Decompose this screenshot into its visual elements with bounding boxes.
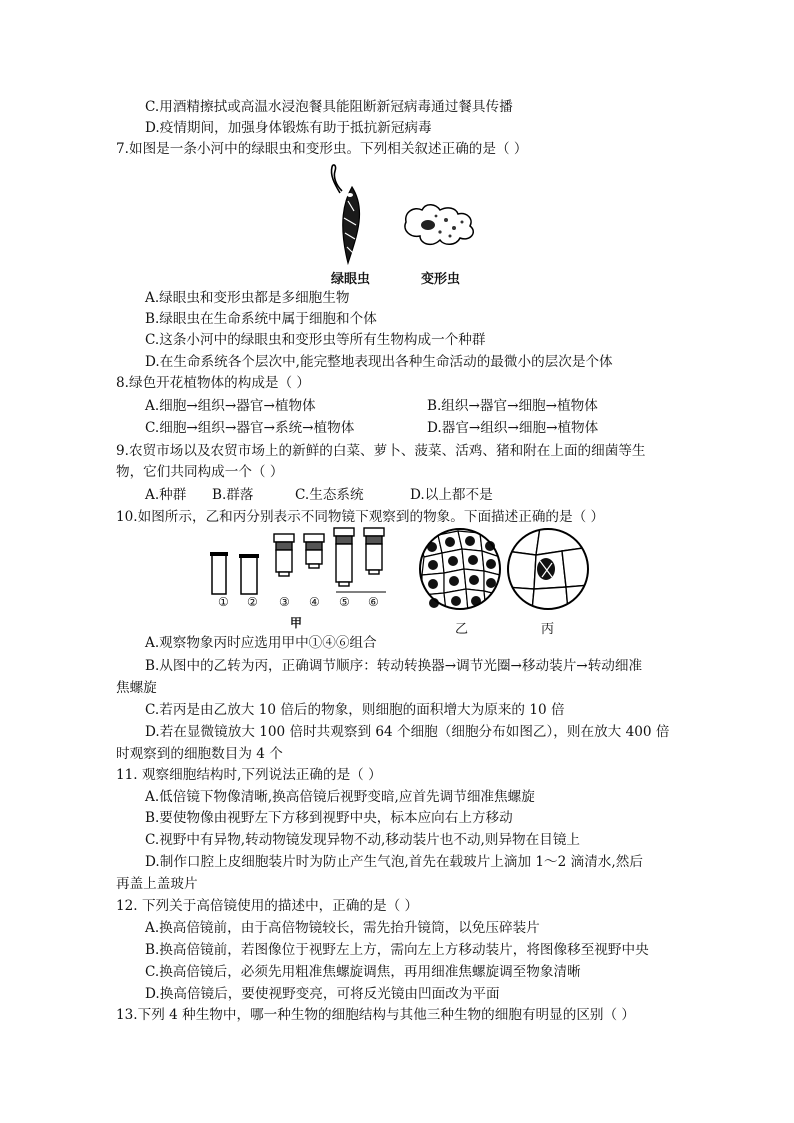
view-bing-figure — [506, 527, 590, 615]
q10-stem: 10.如图所示，乙和丙分别表示不同物镜下观察到的物象。下面描述正确的是（ ） — [116, 509, 605, 525]
q8-option-b: B.组织→器官→细胞→植物体 — [427, 398, 598, 414]
q12-stem: 12. 下列关于高倍镜使用的描述中，正确的是（ ） — [116, 898, 419, 914]
lens-number-1: ① — [218, 595, 229, 609]
q10-option-a: A.观察物象丙时应选用甲中①④⑥组合 — [145, 635, 377, 651]
q8-option-d: D.器官→组织→细胞→植物体 — [427, 420, 599, 436]
q12-option-b: B.换高倍镜前，若图像位于视野左上方，需向左上方移动装片，将图像移至视野中央 — [145, 942, 649, 958]
q6-option-d: D.疫情期间，加强身体锻炼有助于抵抗新冠病毒 — [145, 120, 432, 136]
q9-option-d: D.以上都不是 — [410, 487, 493, 503]
q12-option-a: A.换高倍镜前，由于高倍物镜较长，需先抬升镜筒，以免压碎装片 — [145, 920, 540, 936]
q7-option-b: B.绿眼虫在生命系统中属于细胞和个体 — [145, 311, 377, 327]
q8-stem: 8.绿色开花植物体的构成是（ ） — [116, 375, 311, 391]
microscope-lens-figure — [208, 526, 393, 602]
lens-number-6: ⑥ — [368, 595, 379, 609]
q9-option-c: C.生态系统 — [295, 487, 364, 503]
euglena-label: 绿眼虫 — [331, 272, 371, 287]
q7-option-a: A.绿眼虫和变形虫都是多细胞生物 — [145, 290, 350, 306]
q9-option-a: A.种群 — [145, 487, 187, 503]
q11-option-d-line2: 再盖上盖玻片 — [116, 876, 198, 892]
q11-stem: 11. 观察细胞结构时,下列说法正确的是（ ） — [116, 767, 382, 783]
q7-option-c: C.这条小河中的绿眼虫和变形虫等所有生物构成一个种群 — [145, 332, 486, 348]
q12-option-c: C.换高倍镜后，必须先用粗准焦螺旋调焦，再用细准焦螺旋调至物象清晰 — [145, 964, 581, 980]
lens-number-2: ② — [247, 595, 258, 609]
q11-option-b: B.要使物像由视野左下方移到视野中央，标本应向右上方移动 — [145, 810, 513, 826]
q6-option-c: C.用酒精擦拭或高温水浸泡餐具能阻断新冠病毒通过餐具传播 — [145, 99, 513, 115]
q9-stem-line2: 物，它们共同构成一个（ ） — [116, 464, 284, 480]
q8-option-c: C.细胞→组织→器官→系统→植物体 — [145, 420, 355, 436]
q11-option-c: C.视野中有异物,转动物镜发现异物不动,移动装片也不动,则异物在目镜上 — [145, 832, 581, 848]
lens-number-5: ⑤ — [339, 595, 350, 609]
q9-option-b: B.群落 — [212, 487, 254, 503]
q13-stem: 13.下列 4 种生物中，哪一种生物的细胞结构与其他三种生物的细胞有明显的区别（ ） — [116, 1007, 636, 1023]
lens-number-4: ④ — [309, 595, 320, 609]
q10-option-b-line2: 焦螺旋 — [116, 680, 157, 696]
amoeba-figure — [400, 200, 482, 254]
q10-option-b-line1: B.从图中的乙转为丙，正确调节顺序：转动转换器→调节光圈→移动装片→转动细准 — [145, 658, 643, 674]
q10-option-d-line2: 时观察到的细胞数目为 4 个 — [116, 746, 283, 762]
figure-label-yi: 乙 — [455, 622, 469, 637]
q9-stem-line1: 9.农贸市场以及农贸市场上的新鲜的白菜、萝卜、菠菜、活鸡、猪和附在上面的细菌等生 — [116, 443, 646, 459]
q10-option-c: C.若丙是由乙放大 10 倍后的物象，则细胞的面积增大为原来的 10 倍 — [145, 702, 565, 718]
q12-option-d: D.换高倍镜后，要使视野变亮，可将反光镜由凹面改为平面 — [145, 986, 500, 1002]
q10-option-d-line1: D.若在显微镜放大 100 倍时共观察到 64 个细胞（细胞分布如图乙），则在放大 400 倍 — [145, 724, 670, 740]
q7-option-d: D.在生命系统各个层次中,能完整地表现出各种生命活动的最微小的层次是个体 — [145, 354, 613, 370]
view-yi-figure — [418, 527, 502, 615]
q11-option-a: A.低倍镜下物像清晰,换高倍镜后视野变暗,应首先调节细准焦螺旋 — [145, 789, 535, 805]
q8-option-a: A.细胞→组织→器官→植物体 — [145, 398, 316, 414]
q11-option-d-line1: D.制作口腔上皮细胞装片时为防止产生气泡,首先在载玻片上滴加 1～2 滴清水,然后 — [145, 854, 643, 870]
figure-label-jia: 甲 — [290, 616, 303, 630]
euglena-figure — [318, 163, 378, 272]
lens-number-3: ③ — [279, 595, 290, 609]
amoeba-label: 变形虫 — [421, 272, 461, 287]
figure-label-bing: 丙 — [541, 622, 555, 637]
q7-stem: 7.如图是一条小河中的绿眼虫和变形虫。下列相关叙述正确的是（ ） — [116, 141, 528, 157]
